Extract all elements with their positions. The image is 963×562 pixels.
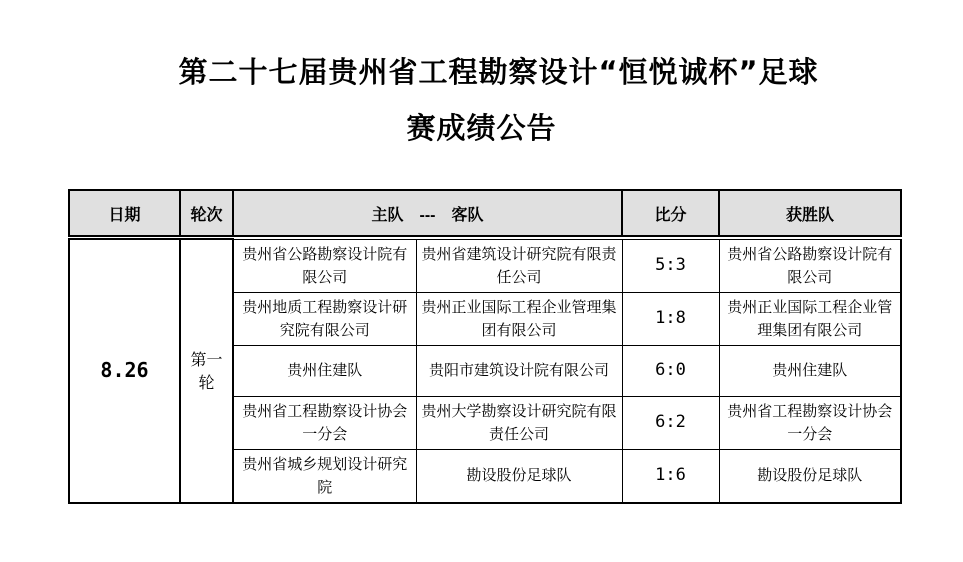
match-score: 6:2	[622, 396, 719, 449]
home-team: 贵州地质工程勘察设计研究院有限公司	[233, 292, 416, 345]
away-team: 贵阳市建筑设计院有限公司	[416, 345, 622, 396]
winning-team: 勘设股份足球队	[719, 449, 901, 503]
results-table	[68, 189, 902, 504]
header-matchup	[233, 190, 622, 236]
table-row	[69, 239, 901, 292]
match-score: 1:6	[622, 449, 719, 503]
away-team: 贵州大学勘察设计研究院有限责任公司	[416, 396, 622, 449]
away-team: 贵州正业国际工程企业管理集团有限公司	[416, 292, 622, 345]
away-team: 贵州省建筑设计研究院有限责任公司	[416, 239, 622, 292]
winning-team: 贵州住建队	[719, 345, 901, 396]
match-date: 8.26	[69, 239, 180, 503]
match-score: 6:0	[622, 345, 719, 396]
header-round: 轮次	[180, 190, 233, 236]
home-team: 贵州省城乡规划设计研究院	[233, 449, 416, 503]
header-dash: ---	[419, 206, 436, 224]
header-away: 客队	[451, 206, 484, 224]
home-team: 贵州住建队	[233, 345, 416, 396]
header-date: 日期	[69, 190, 180, 236]
match-score: 5:3	[622, 239, 719, 292]
winning-team: 贵州省公路勘察设计院有限公司	[719, 239, 901, 292]
match-score: 1:8	[622, 292, 719, 345]
header-home: 主队	[371, 206, 404, 224]
document-title-line2: 赛成绩公告	[406, 111, 557, 145]
winning-team: 贵州正业国际工程企业管理集团有限公司	[719, 292, 901, 345]
header-winner: 获胜队	[719, 190, 901, 236]
home-team: 贵州省工程勘察设计协会一分会	[233, 396, 416, 449]
document-title-line1: 第二十七届贵州省工程勘察设计“恒悦诚杯”足球	[178, 55, 819, 89]
match-round: 第一轮	[180, 239, 233, 503]
home-team: 贵州省公路勘察设计院有限公司	[233, 239, 416, 292]
header-score: 比分	[622, 190, 719, 236]
winning-team: 贵州省工程勘察设计协会一分会	[719, 396, 901, 449]
table-header-row	[69, 190, 901, 236]
away-team: 勘设股份足球队	[416, 449, 622, 503]
